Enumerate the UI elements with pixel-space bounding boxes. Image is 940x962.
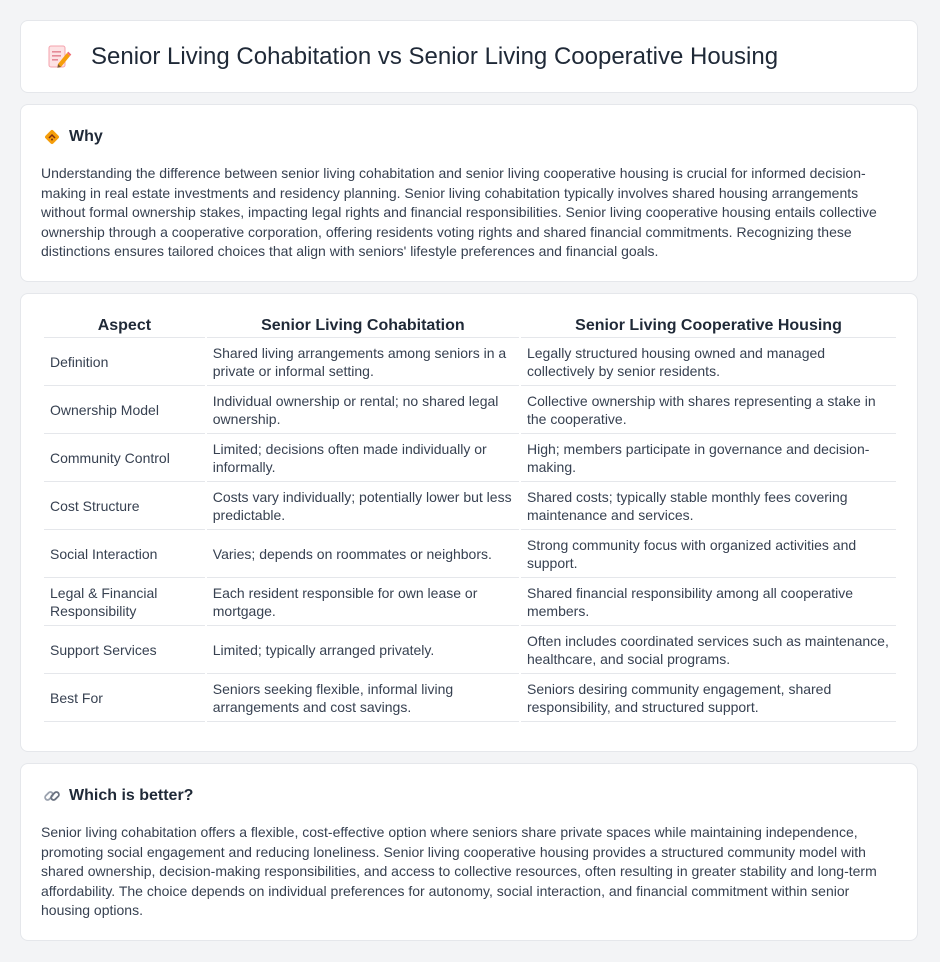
aspect-cell: Ownership Model <box>44 386 205 434</box>
header-cohabitation: Senior Living Cohabitation <box>207 315 519 338</box>
document-pencil-icon <box>45 43 73 71</box>
aspect-cell: Community Control <box>44 434 205 482</box>
cohabitation-cell: Limited; typically arranged privately. <box>207 626 519 674</box>
cooperative-cell: Shared costs; typically stable monthly fees covering maintenance and services. <box>521 482 896 530</box>
cooperative-cell: Strong community focus with organized activities and support. <box>521 530 896 578</box>
why-header <box>43 127 103 147</box>
cohabitation-cell: Each resident responsible for own lease or mortgage. <box>207 578 519 626</box>
title-row <box>45 43 778 71</box>
header-cooperative: Senior Living Cooperative Housing <box>521 315 896 338</box>
cohabitation-cell: Individual ownership or rental; no shared legal ownership. <box>207 386 519 434</box>
table-row <box>44 386 896 434</box>
comparison-table <box>42 315 898 722</box>
table-row <box>44 578 896 626</box>
aspect-cell: Legal & Financial Responsibility <box>44 578 205 626</box>
cooperative-cell: High; members participate in governance and decision-making. <box>521 434 896 482</box>
cohabitation-cell: Seniors seeking flexible, informal living arrangements and cost savings. <box>207 674 519 722</box>
table-row <box>44 338 896 386</box>
page-title: Senior Living Cohabitation vs Senior Living Cooperative Housing <box>91 43 779 70</box>
why-title: Why <box>69 128 103 145</box>
cohabitation-cell: Costs vary individually; potentially lower but less predictable. <box>207 482 519 530</box>
aspect-cell: Definition <box>44 338 205 386</box>
cooperative-cell: Shared financial responsibility among all cooperative members. <box>521 578 896 626</box>
table-row <box>44 674 896 722</box>
which-is-better-section <box>20 763 918 941</box>
better-header <box>43 786 193 806</box>
cohabitation-cell: Limited; decisions often made individually or informally. <box>207 434 519 482</box>
better-title: Which is better? <box>69 787 194 804</box>
cooperative-cell: Often includes coordinated services such as maintenance, healthcare, and social programs. <box>521 626 896 674</box>
table-row <box>44 482 896 530</box>
aspect-cell: Best For <box>44 674 205 722</box>
why-section <box>20 104 918 282</box>
table-row <box>44 530 896 578</box>
diamond-sign-icon <box>43 128 61 146</box>
header-aspect: Aspect <box>44 315 205 338</box>
cooperative-cell: Legally structured housing owned and managed collectively by senior residents. <box>521 338 896 386</box>
better-body: Senior living cohabitation offers a flexible, cost-effective option where seniors share private spaces while maintaining independence, promoting social engagement and reducing loneliness. Senior living cooperative housing provides a structured community model with shared ownership, decision-making responsibilities, and access to collective resources, often resulting in greater stability and long-term affordability. The choice depends on individual preferences for autonomy, social interaction, and financial commitment within senior housing options. <box>41 824 877 919</box>
cooperative-cell: Seniors desiring community engagement, shared responsibility, and structured support. <box>521 674 896 722</box>
table-row <box>44 626 896 674</box>
why-body: Understanding the difference between senior living cohabitation and senior living cooperative housing is crucial for informed decision-making in real estate investments and residency planning. Senior living cohabitation typically involves shared housing arrangements without formal ownership stakes, impacting legal rights and financial responsibilities. Senior living cooperative housing entails collective ownership through a cooperative corporation, offering residents voting rights and shared financial commitments. Recognizing these distinctions ensures tailored choices that align with seniors' lifestyle preferences and financial goals. <box>41 165 877 260</box>
aspect-cell: Social Interaction <box>44 530 205 578</box>
table-header-row <box>44 315 896 338</box>
aspect-cell: Support Services <box>44 626 205 674</box>
comparison-section <box>20 293 918 752</box>
cohabitation-cell: Shared living arrangements among seniors in a private or informal setting. <box>207 338 519 386</box>
cooperative-cell: Collective ownership with shares representing a stake in the cooperative. <box>521 386 896 434</box>
link-icon <box>43 787 61 805</box>
aspect-cell: Cost Structure <box>44 482 205 530</box>
title-card <box>20 20 918 93</box>
cohabitation-cell: Varies; depends on roommates or neighbors. <box>207 530 519 578</box>
table-row <box>44 434 896 482</box>
